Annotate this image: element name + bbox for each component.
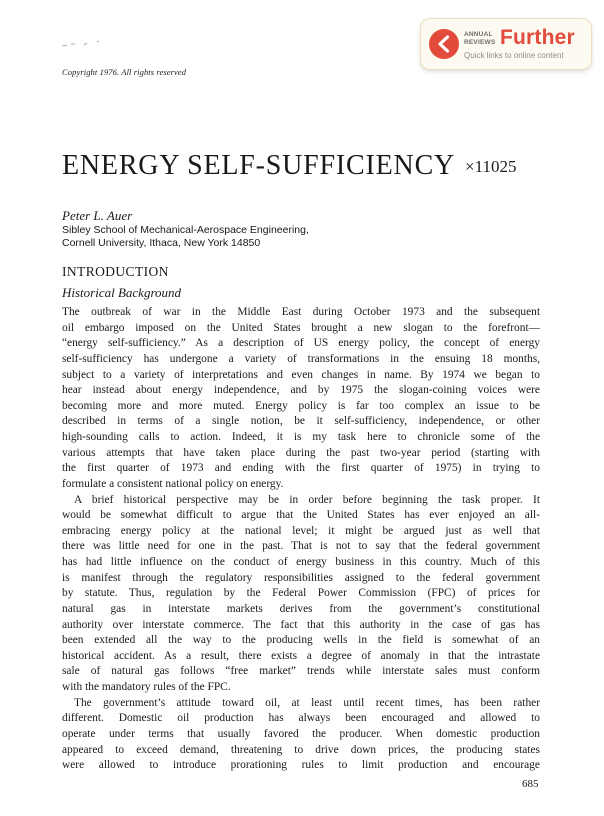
body-line: high-sounding calls to action. Indeed, it is my task here to chronicle some of the — [62, 431, 540, 443]
body-line: sale of natural gas follows “free market” trends while interstate sales must conform — [62, 665, 540, 678]
copyright-notice: Copyright 1976. All rights reserved — [62, 67, 187, 77]
body-line: there was little need for one in the past. That is not to say that the federal government — [62, 540, 540, 553]
body-line: becoming more and more muted. Energy policy is far too complex an issue to be — [62, 399, 540, 412]
body-line: natural gas in interstate markets derives from the government’s constitutional — [62, 602, 540, 615]
body-line: been extended all the way to the producing wells in the field is somewhat of an — [62, 634, 540, 647]
affiliation-line: Cornell University, Ithaca, New York 14850 — [62, 237, 261, 249]
body-line: A brief historical perspective may be in order before beginning the task proper. It — [74, 493, 540, 506]
body-line: by statute. Thus, regulation by the Federal Power Commission (FPC) of prices for — [62, 587, 540, 600]
article-title: ENERGY SELF-SUFFICIENCY — [62, 150, 456, 181]
body-line: is manifest through the regulatory responsibilities assigned to the federal government — [62, 571, 540, 584]
body-line: various attempts that have taken place during the past two-year period (starting with — [62, 446, 540, 459]
body-line: different. Domestic oil production has always been encouraged and allowed to — [62, 712, 540, 725]
scan-marks — [62, 40, 106, 48]
further-title: Further — [500, 26, 575, 49]
body-line: the first quarter of 1973 and ending with the first quarter of 1975) in trying to — [62, 462, 540, 475]
body-line: with the mandatory rules of the FPC. — [62, 681, 231, 693]
section-heading: INTRODUCTION — [62, 264, 169, 279]
body-line: self-sufficiency has undergone a variety of transformations in the ensuing 18 months, — [62, 352, 540, 365]
body-line: embracing energy policy at the national level; it might be argued just as well that — [62, 524, 540, 537]
affiliation-line: Sibley School of Mechanical-Aerospace Engineering, — [62, 224, 309, 236]
body-line: The government’s attitude toward oil, at least until recent times, has been rather — [74, 696, 540, 709]
body-line: has had little influence on the conduct of energy business in this country. Much of this — [62, 556, 540, 568]
further-subtitle: Quick links to online content — [464, 51, 564, 60]
body-line: historical accident. As a result, there exists a degree of anomaly in that the intrastate — [62, 649, 540, 662]
body-line: would be somewhat difficult to argue that the United States has ever enjoyed an all- — [62, 509, 540, 522]
arrow-circle-icon — [428, 28, 460, 60]
body-text — [62, 305, 540, 774]
page-number: 685 — [522, 778, 539, 790]
body-line: operate under terms that usually favored the producer. When domestic production — [62, 727, 540, 740]
article-code: ×11025 — [465, 157, 517, 176]
body-line: oil embargo imposed on the United States brought a new slogan to the forefront— — [62, 321, 540, 334]
body-line: formulate a consistent national policy on energy. — [62, 477, 284, 490]
body-line: appeared to exceed demand, threatening to drive down prices, the producing states — [62, 743, 540, 756]
author-name: Peter L. Auer — [62, 208, 133, 223]
further-badge[interactable] — [420, 18, 592, 70]
body-line: authority over interstate commerce. The fact that this authority in the case of gas has — [62, 618, 540, 631]
subsection-heading: Historical Background — [62, 285, 182, 300]
body-line: The outbreak of war in the Middle East during October 1973 and the subsequent — [62, 306, 540, 318]
body-line: subject to a variety of interpretations and even changes in name. By 1974 we began to — [62, 368, 540, 381]
body-line: hear instead about energy independence, and by 1975 the slogan-coining voices were — [62, 384, 540, 397]
body-line: described in terms of a single notion, be it self-sufficiency, independence, or other — [62, 415, 540, 428]
annual-reviews-label: ANNUAL REVIEWS — [464, 31, 496, 46]
body-line: “energy self-sufficiency.” As a description of US energy policy, the concept of energy — [62, 337, 540, 350]
body-line: were allowed to introduce prorationing rules to limit production and encourage — [62, 759, 540, 772]
